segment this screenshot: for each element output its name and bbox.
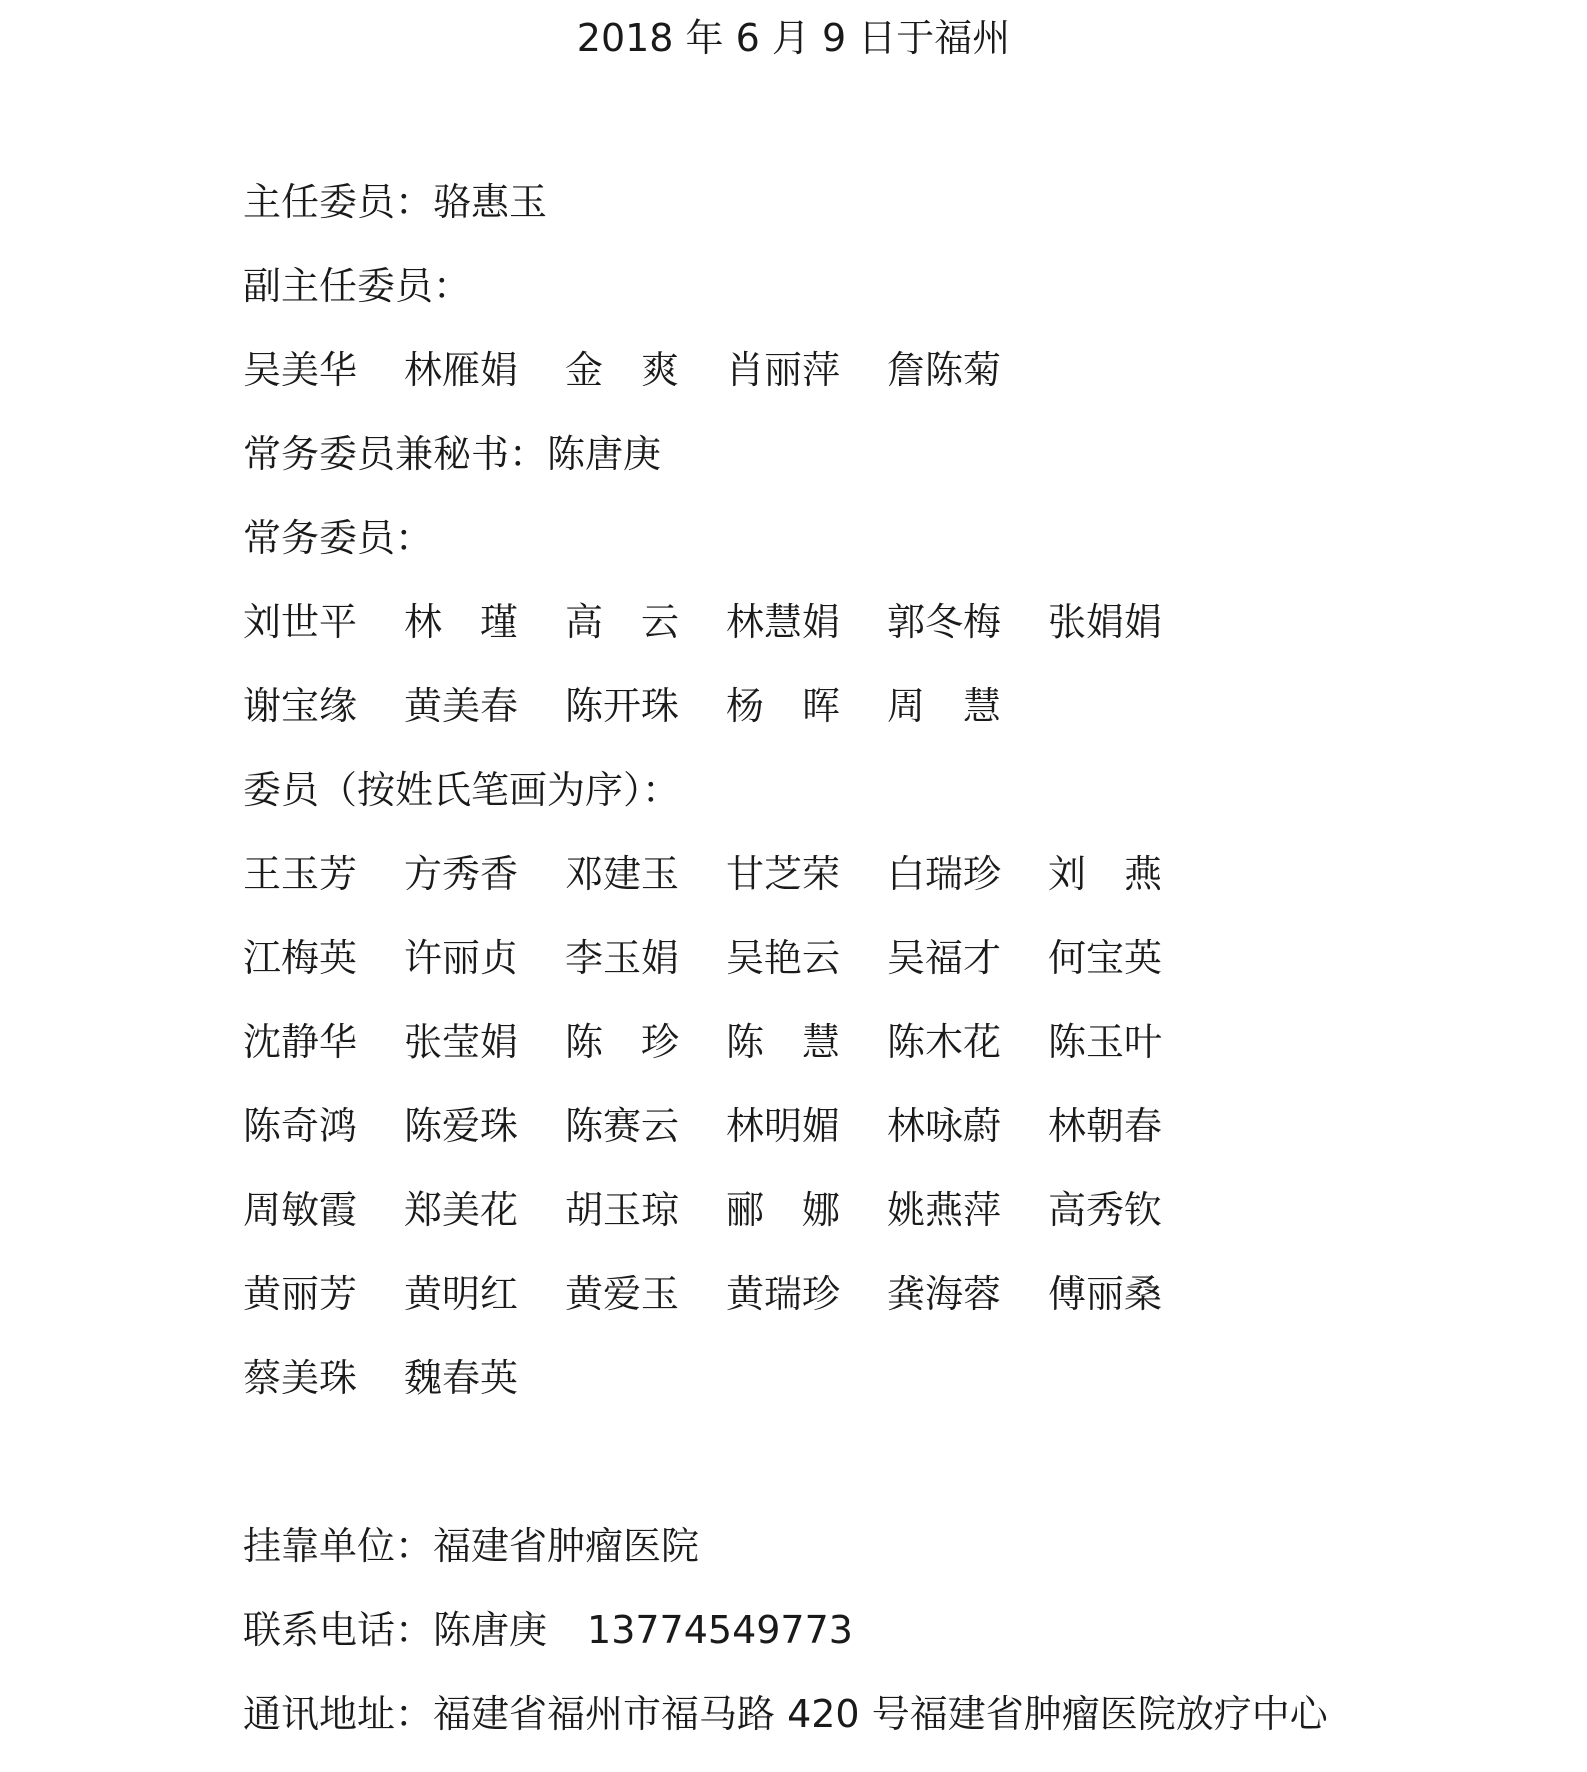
chair-line: 主任委员：骆惠玉 [243, 180, 548, 224]
person-name: 方秀香 [404, 852, 519, 896]
person-name: 林朝春 [1048, 1104, 1163, 1148]
person-name: 黄美春 [404, 684, 519, 728]
members-row [243, 1100, 1543, 1184]
members-row [243, 1184, 1543, 1268]
person-name: 许丽贞 [404, 936, 519, 980]
person-name: 王玉芳 [243, 852, 358, 896]
person-name: 周敏霞 [243, 1188, 358, 1232]
person-name: 林慧娟 [726, 600, 841, 644]
person-name: 陈玉叶 [1048, 1020, 1163, 1064]
person-name: 姚燕萍 [887, 1188, 1002, 1232]
person-name: 林 瑾 [404, 600, 519, 644]
person-name: 黄爱玉 [565, 1272, 680, 1316]
person-name: 白瑞珍 [887, 852, 1002, 896]
members-label: 委员（按姓氏笔画为序）： [243, 768, 681, 812]
person-name: 郭冬梅 [887, 600, 1002, 644]
person-name: 蔡美珠 [243, 1356, 358, 1400]
person-name: 刘世平 [243, 600, 358, 644]
contact-phone-label: 联系电话：陈唐庚 [243, 1608, 548, 1652]
committee-list [243, 176, 1543, 1772]
members-row [243, 1352, 1543, 1436]
members-row [243, 932, 1543, 1016]
person-name: 陈爱珠 [404, 1104, 519, 1148]
person-name: 陈开珠 [565, 684, 680, 728]
person-name: 林明媚 [726, 1104, 841, 1148]
person-name: 陈 慧 [726, 1020, 841, 1064]
person-name: 陈木花 [887, 1020, 1002, 1064]
person-name: 黄明红 [404, 1272, 519, 1316]
person-name: 林雁娟 [404, 348, 519, 392]
person-name: 高秀钦 [1048, 1188, 1163, 1232]
person-name: 詹陈菊 [887, 348, 1002, 392]
standing-secretary-line: 常务委员兼秘书：陈唐庚 [243, 432, 662, 476]
person-name: 陈奇鸿 [243, 1104, 358, 1148]
contact-phone-line [243, 1604, 1543, 1688]
person-name: 江梅英 [243, 936, 358, 980]
person-name: 甘芝荣 [726, 852, 841, 896]
person-name: 张莹娟 [404, 1020, 519, 1064]
mailing-address-line: 通讯地址：福建省福州市福马路 420 号福建省肿瘤医院放疗中心 [243, 1692, 1328, 1736]
section-spacer [243, 1436, 1543, 1520]
members-row [243, 1016, 1543, 1100]
person-name: 李玉娟 [565, 936, 680, 980]
standing-members-label: 常务委员： [243, 516, 434, 560]
person-name: 陈赛云 [565, 1104, 680, 1148]
person-name: 周 慧 [887, 684, 1002, 728]
person-name: 何宝英 [1048, 936, 1163, 980]
standing-members-row [243, 596, 1543, 680]
date-location-line: 2018 年 6 月 9 日于福州 [576, 16, 1011, 60]
person-name: 沈静华 [243, 1020, 358, 1064]
person-name: 魏春英 [404, 1356, 519, 1400]
person-name: 陈 珍 [565, 1020, 680, 1064]
person-name: 黄丽芳 [243, 1272, 358, 1316]
standing-members-row [243, 680, 1543, 764]
person-name: 黄瑞珍 [726, 1272, 841, 1316]
person-name: 吴美华 [243, 348, 358, 392]
person-name: 龚海蓉 [887, 1272, 1002, 1316]
person-name: 胡玉琼 [565, 1188, 680, 1232]
person-name: 杨 晖 [726, 684, 841, 728]
vice-chair-names [243, 344, 1543, 428]
members-row [243, 848, 1543, 932]
person-name: 邓建玉 [565, 852, 680, 896]
person-name: 傅丽桑 [1048, 1272, 1163, 1316]
contact-phone-number: 13774549773 [587, 1608, 853, 1652]
person-name: 张娟娟 [1048, 600, 1163, 644]
person-name: 郑美花 [404, 1188, 519, 1232]
person-name: 刘 燕 [1048, 852, 1163, 896]
person-name: 吴艳云 [726, 936, 841, 980]
person-name: 谢宝缘 [243, 684, 358, 728]
person-name: 林咏蔚 [887, 1104, 1002, 1148]
person-name: 高 云 [565, 600, 680, 644]
person-name: 肖丽萍 [726, 348, 841, 392]
person-name: 郦 娜 [726, 1188, 841, 1232]
members-row [243, 1268, 1543, 1352]
vice-chair-label: 副主任委员： [243, 264, 472, 308]
person-name: 金 爽 [565, 348, 680, 392]
affiliated-unit-line: 挂靠单位：福建省肿瘤医院 [243, 1524, 700, 1568]
person-name: 吴福才 [887, 936, 1002, 980]
